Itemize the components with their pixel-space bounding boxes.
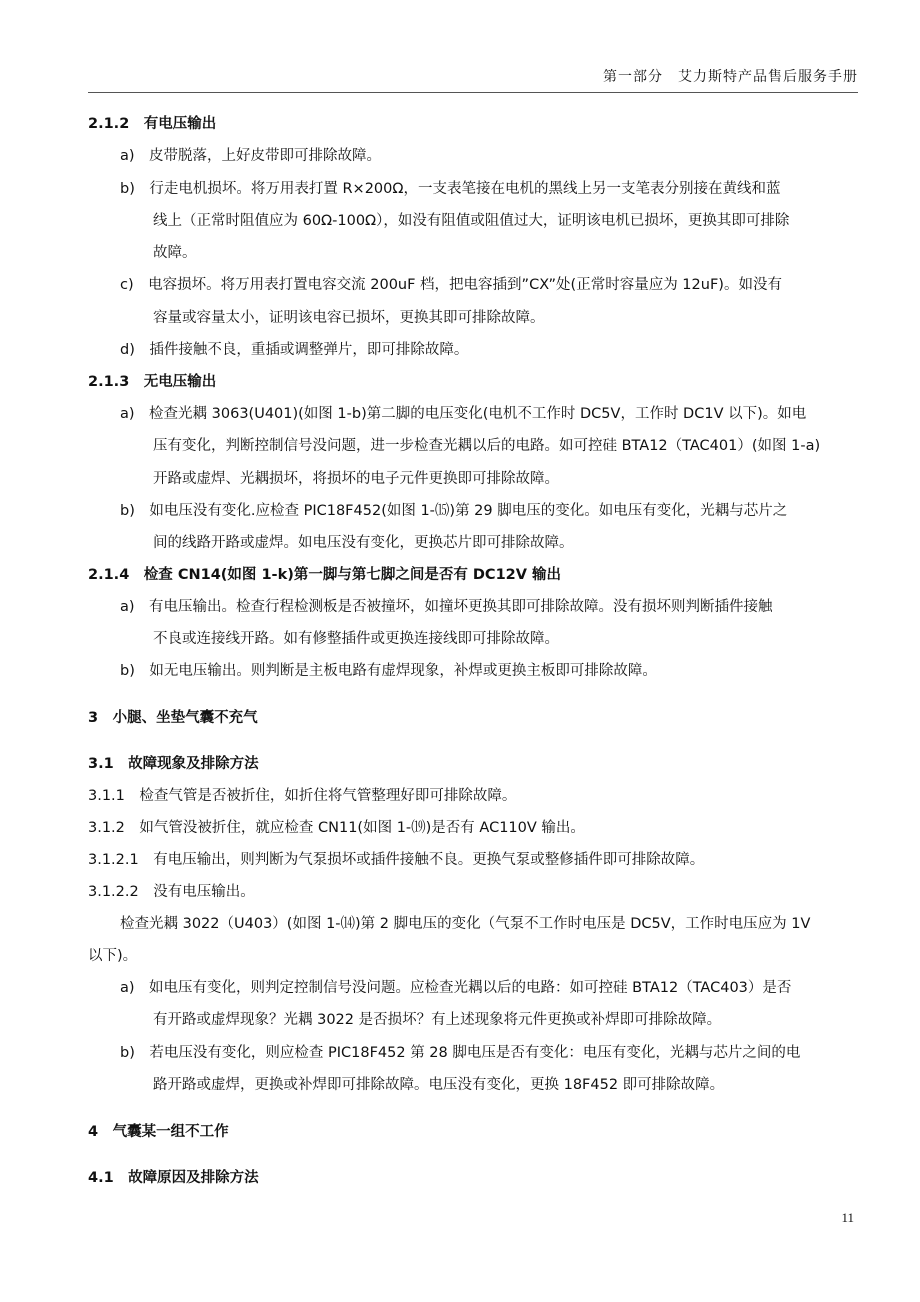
paragraph: 3.1.2.2 没有电压输出。 (88, 884, 255, 900)
paragraph-continuation: 以下)。 (88, 948, 138, 964)
paragraph: 3.1.2.1 有电压输出，则判断为气泵损坏或插件接触不良。更换气泵或整修插件即可排除故障。 (88, 852, 705, 868)
paragraph: 3.1.1 检查气管是否被折住，如折住将气管整理好即可排除故障。 (88, 788, 517, 804)
list-item-continuation: 不良或连接线开路。如有修整插件或更换连接线即可排除故障。 (153, 631, 559, 647)
paragraph: 3.1.2 如气管没被折住，就应检查 CN11(如图 1-⒆)是否有 AC110V 输出。 (88, 820, 585, 836)
list-item-continuation: 间的线路开路或虚焊。如电压没有变化，更换芯片即可排除故障。 (153, 535, 574, 551)
list-item: a) 如电压有变化，则判定控制信号没问题。应检查光耦以后的电路：如可控硅 BTA12（TAC403）是否 (120, 980, 792, 996)
header-rule (88, 92, 858, 93)
heading-3: 3 小腿、坐垫气囊不充气 (88, 710, 258, 726)
list-item-continuation: 压有变化，判断控制信号没问题，进一步检查光耦以后的电路。如可控硅 BTA12（TAC401）(如图 1-a) (153, 438, 821, 454)
heading-2-1-3: 2.1.3 无电压输出 (88, 374, 217, 390)
paragraph: 检查光耦 3022（U403）(如图 1-⒁)第 2 脚电压的变化（气泵不工作时电压是 DC5V，工作时电压应为 1V (120, 916, 811, 932)
list-item-continuation: 路开路或虚焊，更换或补焊即可排除故障。电压没有变化，更换 18F452 即可排除故障。 (153, 1077, 725, 1093)
list-item-continuation: 有开路或虚焊现象？光耦 3022 是否损坏？有上述现象将元件更换或补焊即可排除故障。 (153, 1012, 722, 1028)
list-item: a) 有电压输出。检查行程检测板是否被撞坏，如撞坏更换其即可排除故障。没有损坏则判断插件接触 (120, 599, 773, 615)
list-item-continuation: 故障。 (153, 245, 197, 261)
list-item: c) 电容损坏。将万用表打置电容交流 200uF 档，把电容插到”CX”处(正常时容量应为 12uF)。如没有 (120, 277, 782, 293)
list-item-continuation: 容量或容量太小，证明该电容已损坏，更换其即可排除故障。 (153, 310, 545, 326)
list-item-continuation: 线上（正常时阻值应为 60Ω-100Ω），如没有阻值或阻值过大，证明该电机已损坏，更换其即可排除 (153, 213, 790, 229)
list-item: b) 若电压没有变化，则应检查 PIC18F452 第 28 脚电压是否有变化：电压有变化，光耦与芯片之间的电 (120, 1045, 801, 1061)
heading-3-1: 3.1 故障现象及排除方法 (88, 756, 259, 772)
list-item: d) 插件接触不良，重插或调整弹片，即可排除故障。 (120, 342, 469, 358)
list-item: a) 检查光耦 3063(U401)(如图 1-b)第二脚的电压变化(电机不工作时 DC5V，工作时 DC1V 以下)。如电 (120, 406, 807, 422)
running-header: 第一部分 艾力斯特产品售后服务手册 (603, 69, 858, 85)
heading-2-1-4: 2.1.4 检查 CN14(如图 1-k)第一脚与第七脚之间是否有 DC12V 输出 (88, 567, 562, 583)
heading-4: 4 气囊某一组不工作 (88, 1124, 229, 1140)
heading-2-1-2: 2.1.2 有电压输出 (88, 116, 217, 132)
page-number: 11 (841, 1210, 854, 1225)
list-item: a) 皮带脱落，上好皮带即可排除故障。 (120, 148, 382, 164)
list-item: b) 行走电机损坏。将万用表打置 R×200Ω，一支表笔接在电机的黑线上另一支笔表分别接在黄线和蓝 (120, 181, 781, 197)
heading-4-1: 4.1 故障原因及排除方法 (88, 1170, 259, 1186)
list-item: b) 如电压没有变化.应检查 PIC18F452(如图 1-⒂)第 29 脚电压的变化。如电压有变化，光耦与芯片之 (120, 503, 788, 519)
list-item: b) 如无电压输出。则判断是主板电路有虚焊现象，补焊或更换主板即可排除故障。 (120, 663, 657, 679)
list-item-continuation: 开路或虚焊、光耦损坏，将损坏的电子元件更换即可排除故障。 (153, 471, 559, 487)
